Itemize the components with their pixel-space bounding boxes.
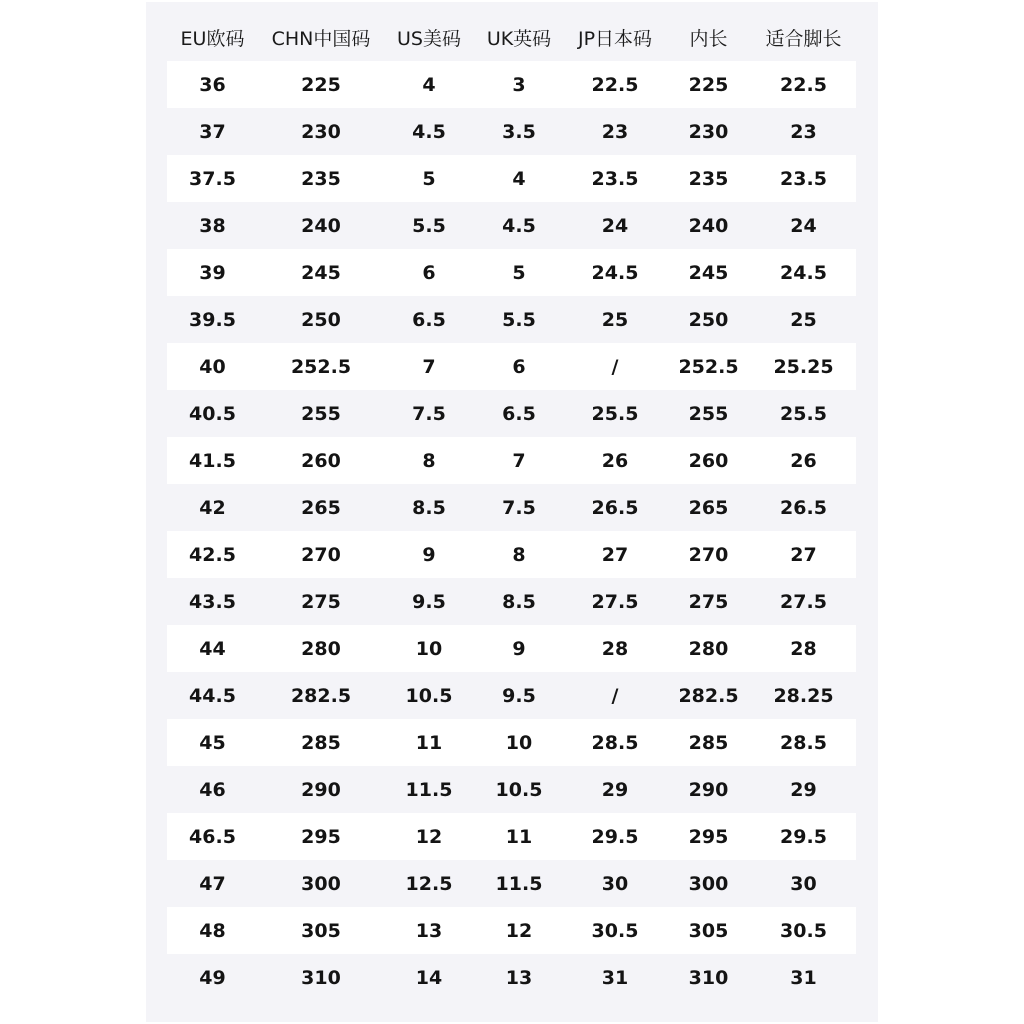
cell-chn: 300 [301,872,341,895]
cell-chn: 240 [301,214,341,237]
cell-uk: 10.5 [495,778,543,801]
cell-chn: 270 [301,543,341,566]
cell-us: 11 [415,731,443,754]
cell-eu: 47 [199,872,226,895]
cell-eu: 46 [199,778,226,801]
cell-foot-length: 23.5 [780,167,827,190]
cell-us: 4 [422,73,436,96]
cell-inner-length: 252.5 [678,355,739,378]
cell-chn: 285 [301,731,341,754]
cell-us: 6 [422,261,436,284]
table-row [167,578,856,625]
cell-foot-length: 24.5 [780,261,827,284]
cell-eu: 45 [199,731,226,754]
cell-foot-length: 22.5 [780,73,827,96]
cell-foot-length: 25.5 [780,402,827,425]
table-row [167,61,856,108]
cell-inner-length: 270 [688,543,729,566]
cell-inner-length: 295 [688,825,729,848]
cell-foot-length: 31 [790,966,817,989]
cell-us: 12.5 [405,872,453,895]
cell-us: 5.5 [412,214,446,237]
cell-chn: 255 [301,402,341,425]
cell-us: 7.5 [412,402,446,425]
table-row [167,719,856,766]
cell-chn: 280 [301,637,341,660]
cell-foot-length: 29.5 [780,825,827,848]
cell-foot-length: 26 [790,449,817,472]
cell-inner-length: 255 [688,402,729,425]
cell-jp: / [611,355,619,378]
cell-jp: 24 [601,214,629,237]
cell-inner-length: 235 [688,167,729,190]
cell-inner-length: 310 [688,966,729,989]
cell-jp: / [611,684,619,707]
cell-uk: 4.5 [502,214,536,237]
cell-uk: 8.5 [502,590,536,613]
table-row [167,202,856,249]
cell-jp: 28.5 [591,731,639,754]
cell-jp: 25 [601,308,629,331]
cell-uk: 10 [505,731,533,754]
size-chart-card [146,2,878,1022]
cell-jp: 26.5 [591,496,639,519]
table-row [167,343,856,390]
cell-eu: 38 [199,214,226,237]
table-row [167,155,856,202]
cell-inner-length: 250 [688,308,729,331]
cell-inner-length: 240 [688,214,729,237]
cell-inner-length: 230 [688,120,729,143]
cell-foot-length: 28.5 [780,731,827,754]
cell-uk: 6 [512,355,526,378]
cell-eu: 44 [199,637,226,660]
table-row [167,437,856,484]
cell-eu: 43.5 [189,590,236,613]
cell-chn: 252.5 [290,355,352,378]
cell-foot-length: 25 [790,308,817,331]
cell-foot-length: 29 [790,778,817,801]
cell-us: 12 [415,825,443,848]
cell-jp: 31 [601,966,629,989]
cell-chn: 265 [301,496,341,519]
cell-uk: 12 [505,919,533,942]
cell-chn: 230 [301,120,341,143]
table-row [167,390,856,437]
cell-uk: 5 [512,261,526,284]
cell-inner-length: 225 [688,73,729,96]
cell-us: 7 [422,355,436,378]
cell-chn: 235 [301,167,341,190]
cell-foot-length: 27 [790,543,817,566]
header-foot-length: 适合脚长 [765,27,842,50]
header-us: US美码 [397,27,461,50]
cell-chn: 225 [301,73,341,96]
cell-uk: 3 [512,73,526,96]
cell-chn: 295 [301,825,341,848]
cell-uk: 3.5 [502,120,536,143]
cell-inner-length: 245 [688,261,729,284]
cell-uk: 7.5 [502,496,536,519]
cell-us: 10.5 [405,684,453,707]
cell-inner-length: 282.5 [678,684,739,707]
table-row [167,766,856,813]
header-jp: JP日本码 [577,27,653,50]
cell-foot-length: 28.25 [773,684,834,707]
cell-inner-length: 300 [688,872,729,895]
table-row [167,672,856,719]
cell-jp: 27 [601,543,629,566]
cell-jp: 26 [601,449,629,472]
cell-us: 13 [415,919,443,942]
cell-foot-length: 30.5 [780,919,827,942]
cell-jp: 25.5 [591,402,639,425]
cell-uk: 7 [512,449,526,472]
cell-uk: 11.5 [495,872,543,895]
cell-foot-length: 24 [790,214,817,237]
cell-chn: 260 [301,449,341,472]
cell-us: 6.5 [412,308,446,331]
cell-eu: 44.5 [189,684,236,707]
cell-foot-length: 25.25 [773,355,834,378]
table-row [167,531,856,578]
table-row [167,296,856,343]
cell-jp: 23 [601,120,629,143]
cell-jp: 29 [601,778,629,801]
cell-uk: 9 [512,637,526,660]
cell-eu: 49 [199,966,226,989]
cell-uk: 13 [505,966,533,989]
table-row [167,860,856,907]
cell-eu: 42 [199,496,226,519]
cell-eu: 39 [199,261,226,284]
cell-eu: 40 [199,355,226,378]
cell-chn: 305 [301,919,341,942]
cell-foot-length: 30 [790,872,817,895]
cell-jp: 30.5 [591,919,639,942]
cell-eu: 42.5 [189,543,236,566]
cell-us: 5 [422,167,436,190]
cell-chn: 282.5 [290,684,352,707]
cell-chn: 250 [301,308,341,331]
cell-foot-length: 27.5 [780,590,827,613]
cell-uk: 5.5 [502,308,536,331]
cell-inner-length: 265 [688,496,729,519]
table-row [167,484,856,531]
cell-eu: 41.5 [189,449,236,472]
cell-jp: 28 [601,637,629,660]
cell-jp: 30 [601,872,629,895]
header-inner-length: 内长 [689,27,728,50]
cell-jp: 27.5 [591,590,639,613]
cell-uk: 8 [512,543,526,566]
cell-jp: 24.5 [591,261,639,284]
cell-us: 11.5 [405,778,453,801]
cell-eu: 48 [199,919,226,942]
cell-inner-length: 280 [688,637,729,660]
table-row [167,249,856,296]
cell-uk: 11 [505,825,533,848]
table-row [167,907,856,954]
cell-uk: 4 [512,167,526,190]
cell-chn: 275 [301,590,341,613]
cell-jp: 23.5 [591,167,639,190]
cell-us: 9 [422,543,436,566]
cell-foot-length: 28 [790,637,817,660]
size-chart-rows [167,61,856,1001]
cell-jp: 29.5 [591,825,639,848]
cell-uk: 6.5 [502,402,536,425]
header-uk: UK英码 [486,27,552,50]
cell-chn: 245 [301,261,341,284]
cell-us: 14 [415,966,443,989]
cell-eu: 37 [199,120,226,143]
cell-foot-length: 26.5 [780,496,827,519]
cell-uk: 9.5 [502,684,536,707]
table-row [167,813,856,860]
cell-us: 9.5 [412,590,446,613]
cell-eu: 37.5 [189,167,236,190]
header-eu: EU欧码 [180,27,245,50]
cell-chn: 290 [301,778,341,801]
cell-inner-length: 290 [688,778,729,801]
cell-inner-length: 285 [688,731,729,754]
cell-us: 10 [415,637,443,660]
cell-foot-length: 23 [790,120,817,143]
table-row [167,954,856,1001]
cell-chn: 310 [301,966,341,989]
cell-eu: 46.5 [189,825,236,848]
cell-eu: 40.5 [189,402,236,425]
table-row [167,108,856,155]
cell-inner-length: 275 [688,590,729,613]
table-row [167,625,856,672]
cell-eu: 36 [199,73,226,96]
cell-us: 8.5 [412,496,446,519]
cell-inner-length: 260 [688,449,729,472]
cell-eu: 39.5 [189,308,236,331]
cell-jp: 22.5 [591,73,639,96]
cell-us: 4.5 [412,120,446,143]
header-chn: CHN中国码 [271,27,371,50]
size-chart-header [167,14,856,60]
cell-us: 8 [422,449,436,472]
cell-inner-length: 305 [688,919,729,942]
